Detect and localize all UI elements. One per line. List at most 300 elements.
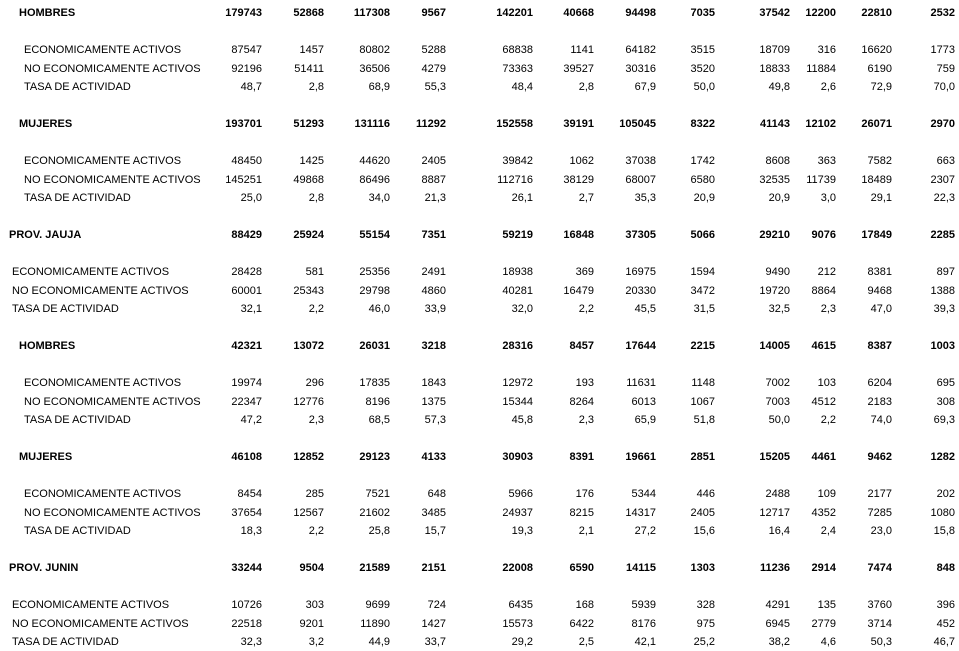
table-cell: 316 bbox=[817, 44, 836, 56]
row-heading: MUJERES bbox=[19, 451, 73, 463]
table-cell: 8608 bbox=[765, 155, 790, 167]
table-cell: 25,8 bbox=[368, 525, 390, 537]
table-cell: 4860 bbox=[421, 285, 446, 297]
table-cell: 6945 bbox=[765, 618, 790, 630]
table-row bbox=[0, 154, 959, 168]
table-cell: 2,1 bbox=[578, 525, 594, 537]
table-cell: 28428 bbox=[231, 266, 262, 278]
table-cell: 17835 bbox=[359, 377, 390, 389]
row-label: NO ECONOMICAMENTE ACTIVOS bbox=[24, 174, 201, 186]
row-label: NO ECONOMICAMENTE ACTIVOS bbox=[12, 285, 189, 297]
table-cell: 4,6 bbox=[820, 636, 836, 648]
row-label: NO ECONOMICAMENTE ACTIVOS bbox=[12, 618, 189, 630]
table-cell: 2,3 bbox=[820, 303, 836, 315]
table-cell: 179743 bbox=[225, 7, 262, 19]
table-cell: 25,2 bbox=[693, 636, 715, 648]
table-cell: 7582 bbox=[867, 155, 892, 167]
table-cell: 2285 bbox=[930, 229, 955, 241]
table-row bbox=[0, 191, 959, 205]
table-row bbox=[0, 6, 959, 20]
table-cell: 12200 bbox=[805, 7, 836, 19]
table-cell: 26,1 bbox=[511, 192, 533, 204]
table-cell: 152558 bbox=[496, 118, 533, 130]
table-cell: 16620 bbox=[861, 44, 892, 56]
table-cell: 648 bbox=[427, 488, 446, 500]
table-cell: 8887 bbox=[421, 174, 446, 186]
table-cell: 24937 bbox=[502, 507, 533, 519]
table-cell: 1457 bbox=[299, 44, 324, 56]
table-cell: 68,5 bbox=[368, 414, 390, 426]
table-cell: 60001 bbox=[231, 285, 262, 297]
table-cell: 19974 bbox=[231, 377, 262, 389]
table-cell: 11292 bbox=[416, 118, 446, 130]
table-cell: 16,4 bbox=[768, 525, 790, 537]
table-cell: 193 bbox=[575, 377, 594, 389]
table-cell: 1003 bbox=[930, 340, 955, 352]
table-cell: 308 bbox=[936, 396, 955, 408]
table-cell: 25,0 bbox=[240, 192, 262, 204]
table-cell: 32,3 bbox=[240, 636, 262, 648]
table-cell: 74,0 bbox=[870, 414, 892, 426]
table-cell: 7285 bbox=[867, 507, 892, 519]
table-cell: 25343 bbox=[293, 285, 324, 297]
table-cell: 1080 bbox=[930, 507, 955, 519]
table-cell: 9490 bbox=[765, 266, 790, 278]
row-label: ECONOMICAMENTE ACTIVOS bbox=[12, 599, 170, 611]
table-cell: 20,9 bbox=[768, 192, 790, 204]
table-cell: 33244 bbox=[231, 562, 262, 574]
row-label: TASA DE ACTIVIDAD bbox=[24, 192, 131, 204]
table-cell: 1375 bbox=[421, 396, 446, 408]
table-cell: 33,7 bbox=[424, 636, 446, 648]
table-cell: 22347 bbox=[231, 396, 262, 408]
table-cell: 2405 bbox=[690, 507, 715, 519]
table-cell: 695 bbox=[936, 377, 955, 389]
table-cell: 70,0 bbox=[933, 81, 955, 93]
table-cell: 145251 bbox=[225, 174, 262, 186]
table-cell: 296 bbox=[305, 377, 324, 389]
row-label: TASA DE ACTIVIDAD bbox=[24, 81, 131, 93]
table-cell: 2151 bbox=[421, 562, 446, 574]
table-row bbox=[0, 173, 959, 187]
table-cell: 2,5 bbox=[578, 636, 594, 648]
table-cell: 8381 bbox=[867, 266, 892, 278]
table-cell: 20,9 bbox=[693, 192, 715, 204]
table-row bbox=[0, 265, 959, 279]
table-cell: 67,9 bbox=[634, 81, 656, 93]
table-cell: 1388 bbox=[930, 285, 955, 297]
table-cell: 46108 bbox=[231, 451, 262, 463]
table-cell: 37305 bbox=[625, 229, 656, 241]
table-cell: 8457 bbox=[569, 340, 594, 352]
table-cell: 6590 bbox=[569, 562, 594, 574]
table-cell: 25924 bbox=[293, 229, 324, 241]
table-cell: 8864 bbox=[811, 285, 836, 297]
table-cell: 30903 bbox=[502, 451, 533, 463]
table-cell: 6422 bbox=[569, 618, 594, 630]
table-cell: 9699 bbox=[365, 599, 390, 611]
table-cell: 452 bbox=[936, 618, 955, 630]
table-cell: 3520 bbox=[690, 63, 715, 75]
table-cell: 724 bbox=[427, 599, 446, 611]
table-cell: 8391 bbox=[569, 451, 594, 463]
table-cell: 38129 bbox=[563, 174, 594, 186]
table-row bbox=[0, 62, 959, 76]
table-cell: 363 bbox=[817, 155, 836, 167]
table-cell: 39842 bbox=[502, 155, 533, 167]
row-heading: MUJERES bbox=[19, 118, 73, 130]
row-label: TASA DE ACTIVIDAD bbox=[12, 636, 119, 648]
table-cell: 11884 bbox=[806, 63, 836, 75]
table-cell: 5344 bbox=[631, 488, 656, 500]
table-cell: 36506 bbox=[359, 63, 390, 75]
table-cell: 759 bbox=[936, 63, 955, 75]
table-cell: 212 bbox=[817, 266, 836, 278]
row-label: TASA DE ACTIVIDAD bbox=[12, 303, 119, 315]
table-cell: 50,3 bbox=[870, 636, 892, 648]
table-cell: 44,9 bbox=[368, 636, 390, 648]
table-row bbox=[0, 450, 959, 464]
table-cell: 2405 bbox=[421, 155, 446, 167]
table-cell: 8215 bbox=[569, 507, 594, 519]
table-cell: 1594 bbox=[690, 266, 715, 278]
table-cell: 9076 bbox=[811, 229, 836, 241]
table-row bbox=[0, 284, 959, 298]
table-cell: 2,3 bbox=[578, 414, 594, 426]
table-cell: 2177 bbox=[867, 488, 892, 500]
table-cell: 32,0 bbox=[511, 303, 533, 315]
table-cell: 142201 bbox=[496, 7, 533, 19]
table-cell: 15205 bbox=[759, 451, 790, 463]
table-cell: 49,8 bbox=[768, 81, 790, 93]
row-label: TASA DE ACTIVIDAD bbox=[24, 414, 131, 426]
table-cell: 2779 bbox=[811, 618, 836, 630]
table-cell: 12776 bbox=[293, 396, 324, 408]
table-cell: 3218 bbox=[421, 340, 446, 352]
table-cell: 18489 bbox=[861, 174, 892, 186]
table-cell: 33,9 bbox=[424, 303, 446, 315]
table-cell: 32,5 bbox=[768, 303, 790, 315]
table-cell: 20330 bbox=[625, 285, 656, 297]
table-row bbox=[0, 228, 959, 242]
table-cell: 8196 bbox=[365, 396, 390, 408]
table-cell: 21589 bbox=[359, 562, 390, 574]
table-cell: 6013 bbox=[631, 396, 656, 408]
table-cell: 4291 bbox=[765, 599, 790, 611]
table-cell: 32,1 bbox=[240, 303, 262, 315]
table-cell: 42321 bbox=[231, 340, 262, 352]
table-cell: 55154 bbox=[359, 229, 390, 241]
table-cell: 5966 bbox=[508, 488, 533, 500]
table-cell: 2,2 bbox=[578, 303, 594, 315]
table-cell: 44620 bbox=[359, 155, 390, 167]
table-cell: 4512 bbox=[811, 396, 836, 408]
table-row bbox=[0, 395, 959, 409]
table-cell: 11236 bbox=[760, 562, 790, 574]
table-cell: 2,8 bbox=[308, 192, 324, 204]
table-cell: 16479 bbox=[563, 285, 594, 297]
table-cell: 848 bbox=[936, 562, 955, 574]
table-cell: 13072 bbox=[293, 340, 324, 352]
table-cell: 18709 bbox=[759, 44, 790, 56]
table-cell: 47,2 bbox=[240, 414, 262, 426]
table-cell: 22810 bbox=[861, 7, 892, 19]
table-cell: 42,1 bbox=[634, 636, 656, 648]
table-row bbox=[0, 617, 959, 631]
table-cell: 396 bbox=[936, 599, 955, 611]
table-cell: 30316 bbox=[625, 63, 656, 75]
table-row bbox=[0, 339, 959, 353]
table-cell: 7002 bbox=[765, 377, 790, 389]
table-cell: 897 bbox=[936, 266, 955, 278]
table-cell: 369 bbox=[575, 266, 594, 278]
table-cell: 202 bbox=[936, 488, 955, 500]
table-cell: 28316 bbox=[502, 340, 533, 352]
table-cell: 2970 bbox=[930, 118, 955, 130]
table-cell: 105045 bbox=[619, 118, 656, 130]
table-cell: 21602 bbox=[359, 507, 390, 519]
table-cell: 19,3 bbox=[511, 525, 533, 537]
table-cell: 27,2 bbox=[634, 525, 656, 537]
table-cell: 12567 bbox=[293, 507, 324, 519]
table-cell: 11739 bbox=[806, 174, 836, 186]
table-cell: 16848 bbox=[563, 229, 594, 241]
table-cell: 18938 bbox=[502, 266, 533, 278]
table-cell: 16975 bbox=[625, 266, 656, 278]
row-label: ECONOMICAMENTE ACTIVOS bbox=[12, 266, 170, 278]
table-cell: 12852 bbox=[293, 451, 324, 463]
row-heading: HOMBRES bbox=[19, 340, 76, 352]
table-row bbox=[0, 376, 959, 390]
table-cell: 3485 bbox=[421, 507, 446, 519]
table-cell: 2215 bbox=[690, 340, 715, 352]
table-cell: 51,8 bbox=[693, 414, 715, 426]
table-cell: 2,2 bbox=[820, 414, 836, 426]
table-cell: 26071 bbox=[861, 118, 892, 130]
table-cell: 5288 bbox=[421, 44, 446, 56]
table-cell: 1843 bbox=[421, 377, 446, 389]
table-cell: 22008 bbox=[502, 562, 533, 574]
table-cell: 48,4 bbox=[511, 81, 533, 93]
table-cell: 48,7 bbox=[240, 81, 262, 93]
table-cell: 32535 bbox=[759, 174, 790, 186]
table-cell: 19661 bbox=[625, 451, 656, 463]
table-cell: 34,0 bbox=[368, 192, 390, 204]
table-cell: 2,4 bbox=[820, 525, 836, 537]
row-label: NO ECONOMICAMENTE ACTIVOS bbox=[24, 507, 201, 519]
table-cell: 1427 bbox=[421, 618, 446, 630]
row-heading: HOMBRES bbox=[19, 7, 76, 19]
table-cell: 7351 bbox=[421, 229, 446, 241]
table-cell: 131116 bbox=[354, 118, 390, 130]
table-row bbox=[0, 302, 959, 316]
table-cell: 112716 bbox=[497, 174, 533, 186]
table-cell: 39,3 bbox=[933, 303, 955, 315]
table-cell: 3760 bbox=[867, 599, 892, 611]
table-cell: 10726 bbox=[231, 599, 262, 611]
table-cell: 39527 bbox=[563, 63, 594, 75]
table-cell: 5066 bbox=[690, 229, 715, 241]
table-cell: 2851 bbox=[690, 451, 715, 463]
table-cell: 7474 bbox=[867, 562, 892, 574]
table-cell: 8387 bbox=[867, 340, 892, 352]
table-cell: 1062 bbox=[569, 155, 594, 167]
table-cell: 1067 bbox=[690, 396, 715, 408]
table-cell: 19720 bbox=[759, 285, 790, 297]
table-cell: 29123 bbox=[359, 451, 390, 463]
table-cell: 80802 bbox=[359, 44, 390, 56]
table-cell: 40281 bbox=[502, 285, 533, 297]
table-row bbox=[0, 635, 959, 649]
table-cell: 8264 bbox=[569, 396, 594, 408]
table-cell: 18,3 bbox=[240, 525, 262, 537]
table-cell: 2307 bbox=[930, 174, 955, 186]
table-cell: 2,2 bbox=[308, 303, 324, 315]
table-cell: 4279 bbox=[421, 63, 446, 75]
table-cell: 22,3 bbox=[933, 192, 955, 204]
table-cell: 35,3 bbox=[634, 192, 656, 204]
table-cell: 328 bbox=[696, 599, 715, 611]
table-cell: 8176 bbox=[631, 618, 656, 630]
table-cell: 94498 bbox=[625, 7, 656, 19]
table-cell: 29210 bbox=[759, 229, 790, 241]
table-cell: 46,0 bbox=[368, 303, 390, 315]
table-row bbox=[0, 598, 959, 612]
table-cell: 12717 bbox=[759, 507, 790, 519]
row-heading: PROV. JAUJA bbox=[9, 229, 82, 241]
table-cell: 31,5 bbox=[693, 303, 715, 315]
table-cell: 3472 bbox=[690, 285, 715, 297]
table-cell: 68007 bbox=[625, 174, 656, 186]
table-cell: 46,7 bbox=[933, 636, 955, 648]
table-cell: 193701 bbox=[225, 118, 262, 130]
table-cell: 6204 bbox=[867, 377, 892, 389]
table-cell: 9468 bbox=[867, 285, 892, 297]
table-cell: 51411 bbox=[294, 63, 324, 75]
table-cell: 6190 bbox=[867, 63, 892, 75]
row-label: NO ECONOMICAMENTE ACTIVOS bbox=[24, 63, 201, 75]
table-cell: 41143 bbox=[760, 118, 790, 130]
table-cell: 4133 bbox=[421, 451, 446, 463]
table-row bbox=[0, 487, 959, 501]
table-row bbox=[0, 43, 959, 57]
table-cell: 1282 bbox=[930, 451, 955, 463]
table-cell: 17644 bbox=[625, 340, 656, 352]
table-cell: 17849 bbox=[861, 229, 892, 241]
table-cell: 26031 bbox=[359, 340, 390, 352]
table-cell: 8322 bbox=[690, 118, 715, 130]
row-label: TASA DE ACTIVIDAD bbox=[24, 525, 131, 537]
table-cell: 3714 bbox=[867, 618, 892, 630]
table-row bbox=[0, 80, 959, 94]
table-cell: 68838 bbox=[502, 44, 533, 56]
row-label: ECONOMICAMENTE ACTIVOS bbox=[24, 155, 182, 167]
table-cell: 4615 bbox=[811, 340, 836, 352]
table-cell: 3,2 bbox=[308, 636, 324, 648]
table-cell: 4352 bbox=[811, 507, 836, 519]
table-cell: 8454 bbox=[237, 488, 262, 500]
table-cell: 7035 bbox=[690, 7, 715, 19]
table-cell: 103 bbox=[817, 377, 836, 389]
table-cell: 1773 bbox=[930, 44, 955, 56]
table-cell: 92196 bbox=[231, 63, 262, 75]
table-row bbox=[0, 506, 959, 520]
table-cell: 15573 bbox=[502, 618, 533, 630]
table-cell: 168 bbox=[575, 599, 594, 611]
table-cell: 6580 bbox=[690, 174, 715, 186]
table-cell: 2488 bbox=[765, 488, 790, 500]
table-cell: 50,0 bbox=[693, 81, 715, 93]
table-row bbox=[0, 524, 959, 538]
table-cell: 25356 bbox=[359, 266, 390, 278]
table-cell: 50,0 bbox=[768, 414, 790, 426]
table-cell: 2,8 bbox=[578, 81, 594, 93]
table-cell: 37654 bbox=[231, 507, 262, 519]
table-cell: 68,9 bbox=[368, 81, 390, 93]
table-cell: 29798 bbox=[359, 285, 390, 297]
table-cell: 446 bbox=[696, 488, 715, 500]
table-cell: 2,6 bbox=[820, 81, 836, 93]
table-cell: 2,8 bbox=[308, 81, 324, 93]
table-cell: 1141 bbox=[570, 44, 594, 56]
table-cell: 117308 bbox=[353, 7, 390, 19]
table-cell: 1742 bbox=[690, 155, 715, 167]
table-cell: 55,3 bbox=[424, 81, 446, 93]
table-cell: 69,3 bbox=[933, 414, 955, 426]
table-cell: 135 bbox=[817, 599, 836, 611]
table-cell: 87547 bbox=[231, 44, 262, 56]
table-cell: 663 bbox=[936, 155, 955, 167]
table-cell: 109 bbox=[817, 488, 836, 500]
table-cell: 7003 bbox=[765, 396, 790, 408]
table-row bbox=[0, 117, 959, 131]
table-cell: 65,9 bbox=[634, 414, 656, 426]
table-cell: 23,0 bbox=[870, 525, 892, 537]
table-cell: 45,8 bbox=[511, 414, 533, 426]
table-cell: 2491 bbox=[421, 266, 446, 278]
table-cell: 37038 bbox=[625, 155, 656, 167]
table-cell: 12102 bbox=[805, 118, 836, 130]
table-cell: 29,2 bbox=[511, 636, 533, 648]
table-cell: 47,0 bbox=[870, 303, 892, 315]
table-cell: 15,7 bbox=[424, 525, 446, 537]
table-cell: 86496 bbox=[359, 174, 390, 186]
table-cell: 2,2 bbox=[308, 525, 324, 537]
row-label: NO ECONOMICAMENTE ACTIVOS bbox=[24, 396, 201, 408]
table-cell: 45,5 bbox=[634, 303, 656, 315]
table-cell: 39191 bbox=[563, 118, 594, 130]
table-cell: 51293 bbox=[293, 118, 324, 130]
row-heading: PROV. JUNIN bbox=[9, 562, 79, 574]
table-cell: 9462 bbox=[867, 451, 892, 463]
table-cell: 15,8 bbox=[933, 525, 955, 537]
table-cell: 7521 bbox=[365, 488, 390, 500]
table-cell: 176 bbox=[575, 488, 594, 500]
table-cell: 52868 bbox=[293, 7, 324, 19]
table-row bbox=[0, 561, 959, 575]
table-cell: 2,3 bbox=[308, 414, 324, 426]
table-cell: 3515 bbox=[690, 44, 715, 56]
table-cell: 15344 bbox=[502, 396, 533, 408]
table-cell: 49868 bbox=[293, 174, 324, 186]
table-cell: 2914 bbox=[811, 562, 836, 574]
table-cell: 21,3 bbox=[424, 192, 446, 204]
table-cell: 57,3 bbox=[424, 414, 446, 426]
table-cell: 14005 bbox=[759, 340, 790, 352]
table-cell: 29,1 bbox=[870, 192, 892, 204]
table-cell: 73363 bbox=[502, 63, 533, 75]
row-label: ECONOMICAMENTE ACTIVOS bbox=[24, 44, 182, 56]
